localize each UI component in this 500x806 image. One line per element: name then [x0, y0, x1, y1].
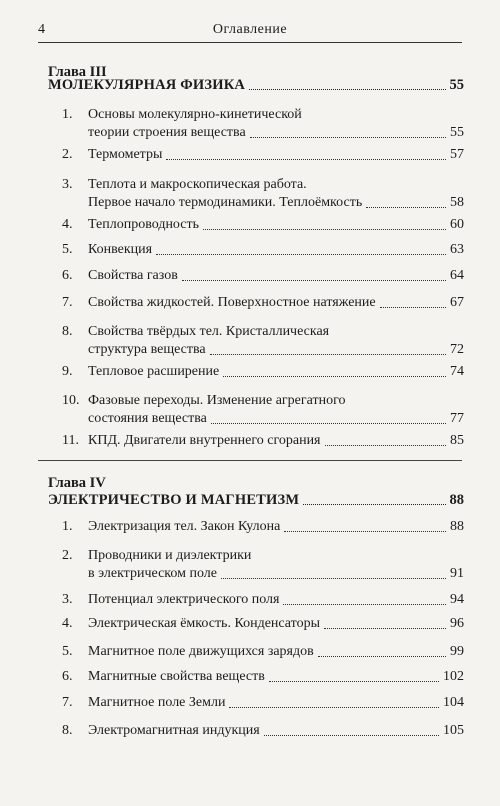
entry-body	[88, 267, 464, 285]
entry-page-number: 96	[450, 616, 464, 631]
leader-dots	[210, 354, 446, 355]
entry-page-number: 104	[443, 695, 464, 710]
entry-title-text: Термометры	[88, 147, 163, 162]
leader-dots	[324, 628, 446, 629]
entry-line	[88, 176, 464, 194]
entry-number: 4.	[62, 217, 73, 232]
entry-body	[88, 615, 464, 633]
chapter-page-number: 55	[449, 77, 464, 93]
entry-line	[88, 267, 464, 285]
entry-body	[88, 216, 464, 234]
entry-number: 8.	[62, 324, 73, 339]
entry-title-text: Свойства газов	[88, 268, 178, 283]
entry-page-number: 102	[443, 669, 464, 684]
entry-number: 7.	[62, 695, 73, 710]
page-title: Оглавление	[212, 22, 288, 37]
entry-line	[88, 547, 464, 565]
entry-line	[88, 194, 464, 212]
leader-dots	[269, 681, 439, 682]
entry-title-text: Свойства жидкостей. Поверхностное натяжение	[88, 295, 376, 310]
entry-title-text: Электромагнитная индукция	[88, 723, 260, 738]
entry-line	[88, 668, 464, 686]
entry-page-number: 91	[450, 566, 464, 581]
entry-title-text: Проводники и диэлектрики	[88, 548, 252, 563]
entry-title-text: Потенциал электрического поля	[88, 592, 280, 607]
entry-title-text: Основы молекулярно-кинетической	[88, 107, 302, 122]
entry-body	[88, 643, 464, 661]
entry-title-text: Магнитное поле Земли	[88, 695, 226, 710]
entry-line	[88, 694, 464, 712]
entry-line	[88, 591, 464, 609]
chapter-title-link[interactable]	[48, 491, 464, 509]
entry-line	[88, 241, 464, 259]
entry-line	[88, 615, 464, 633]
entry-number: 5.	[62, 242, 73, 257]
leader-dots	[264, 735, 439, 736]
entry-line	[88, 565, 464, 583]
entry-number: 2.	[62, 548, 73, 563]
entry-body	[88, 176, 464, 212]
entry-title-text: Электрическая ёмкость. Конденсаторы	[88, 616, 320, 631]
entry-title-text: в электрическом поле	[88, 566, 217, 581]
entry-title-text: состояния вещества	[88, 411, 207, 426]
entry-page-number: 105	[443, 723, 464, 738]
entry-page-number: 85	[450, 433, 464, 448]
chapter-title: МОЛЕКУЛЯРНАЯ ФИЗИКА	[48, 77, 246, 93]
chapter-title-link[interactable]	[48, 76, 464, 94]
entry-page-number: 99	[450, 644, 464, 659]
page-number: 4	[38, 22, 45, 37]
entry-title-text: Теплопроводность	[88, 217, 199, 232]
leader-dots	[203, 229, 446, 230]
entry-number: 8.	[62, 723, 73, 738]
entry-title-text: Фазовые переходы. Изменение агрегатного	[88, 393, 346, 408]
entry-line	[88, 124, 464, 142]
entry-page-number: 77	[450, 411, 464, 426]
leader-dots	[284, 531, 446, 532]
entry-line	[88, 323, 464, 341]
entry-line	[88, 294, 464, 312]
entry-number: 11.	[62, 433, 79, 448]
entry-title-text: теории строения вещества	[88, 125, 246, 140]
leader-dots	[156, 254, 446, 255]
entry-line	[88, 146, 464, 164]
entry-title-text: КПД. Двигатели внутреннего сгорания	[88, 433, 321, 448]
entry-body	[88, 106, 464, 142]
entry-page-number: 74	[450, 364, 464, 379]
entry-line	[88, 518, 464, 536]
entry-body	[88, 591, 464, 609]
leader-dots	[318, 656, 446, 657]
entry-number: 7.	[62, 295, 73, 310]
entry-number: 2.	[62, 147, 73, 162]
entry-title-text: Первое начало термодинамики. Теплоёмкость	[88, 195, 363, 210]
leader-dots	[221, 578, 446, 579]
entry-body	[88, 432, 464, 450]
leader-dots	[380, 307, 446, 308]
leader-dots	[249, 89, 445, 90]
entry-body	[88, 547, 464, 583]
entry-page-number: 94	[450, 592, 464, 607]
entry-title-text: Теплота и макроскопическая работа.	[88, 177, 307, 192]
leader-dots	[283, 604, 446, 605]
leader-dots	[211, 423, 446, 424]
entry-title-text: структура вещества	[88, 342, 206, 357]
entry-title-text: Конвекция	[88, 242, 153, 257]
entry-number: 3.	[62, 592, 73, 607]
entry-line	[88, 722, 464, 740]
entry-body	[88, 722, 464, 740]
entry-line	[88, 363, 464, 381]
entry-title-text: Магнитные свойства веществ	[88, 669, 265, 684]
leader-dots	[182, 280, 446, 281]
chapter-label: Глава IV	[48, 475, 106, 491]
chapter-divider	[38, 460, 462, 461]
chapter-page-number: 88	[449, 492, 464, 508]
chapter-label: Глава III	[48, 64, 107, 80]
entry-line	[88, 432, 464, 450]
entry-body	[88, 323, 464, 359]
entry-line	[88, 410, 464, 428]
entry-title-text: Тепловое расширение	[88, 364, 220, 379]
entry-line	[88, 216, 464, 234]
entry-body	[88, 668, 464, 686]
entry-body	[88, 294, 464, 312]
entry-page-number: 67	[450, 295, 464, 310]
entry-page-number: 72	[450, 342, 464, 357]
leader-dots	[303, 504, 445, 505]
chapter-title: ЭЛЕКТРИЧЕСТВО И МАГНЕТИЗМ	[48, 492, 300, 508]
entry-page-number: 58	[450, 195, 464, 210]
entry-line	[88, 392, 464, 410]
leader-dots	[166, 159, 446, 160]
entry-body	[88, 392, 464, 428]
leader-dots	[250, 137, 446, 138]
leader-dots	[325, 445, 447, 446]
entry-number: 6.	[62, 669, 73, 684]
entry-line	[88, 106, 464, 124]
entry-number: 9.	[62, 364, 73, 379]
entry-page-number: 63	[450, 242, 464, 257]
entry-page-number: 60	[450, 217, 464, 232]
entry-number: 4.	[62, 616, 73, 631]
entry-title-text: Магнитное поле движущихся зарядов	[88, 644, 314, 659]
entry-number: 10.	[62, 393, 80, 408]
entry-page-number: 55	[450, 125, 464, 140]
entry-number: 3.	[62, 177, 73, 192]
entry-line	[88, 643, 464, 661]
entry-title-text: Электризация тел. Закон Кулона	[88, 519, 281, 534]
entry-title-text: Свойства твёрдых тел. Кристаллическая	[88, 324, 330, 339]
entry-line	[88, 341, 464, 359]
entry-page-number: 64	[450, 268, 464, 283]
entry-body	[88, 241, 464, 259]
leader-dots	[366, 207, 446, 208]
entry-number: 1.	[62, 519, 73, 534]
entry-page-number: 88	[450, 519, 464, 534]
entry-body	[88, 363, 464, 381]
entry-number: 1.	[62, 107, 73, 122]
entry-body	[88, 518, 464, 536]
entry-number: 6.	[62, 268, 73, 283]
entry-number: 5.	[62, 644, 73, 659]
page-header	[38, 22, 462, 43]
entry-page-number: 57	[450, 147, 464, 162]
entry-body	[88, 694, 464, 712]
entry-body	[88, 146, 464, 164]
leader-dots	[223, 376, 446, 377]
leader-dots	[229, 707, 439, 708]
